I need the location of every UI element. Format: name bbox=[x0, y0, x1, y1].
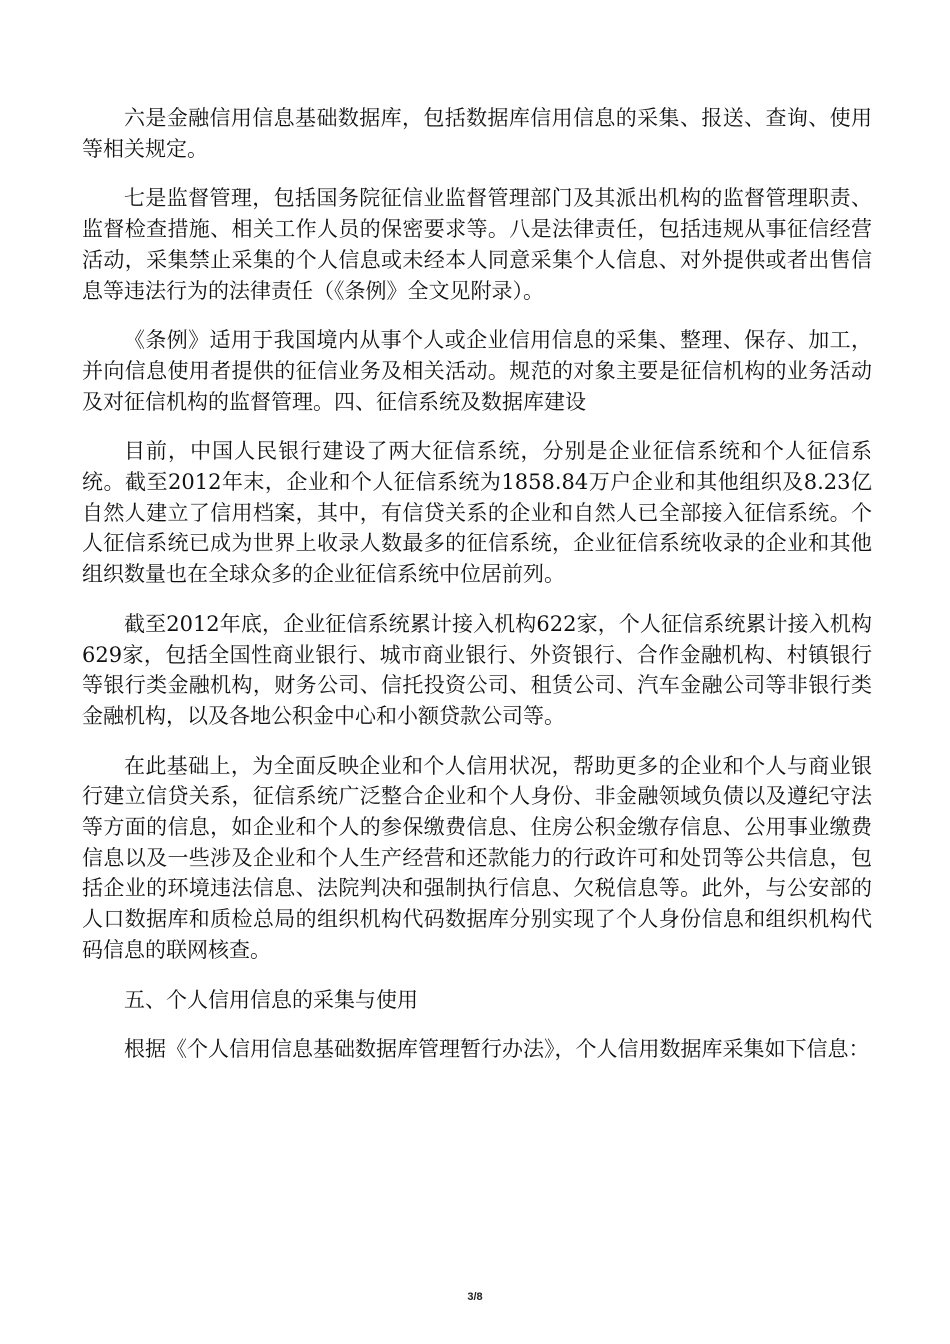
paragraph-supervision-liability: 七是监督管理，包括国务院征信业监督管理部门及其派出机构的监督管理职责、监督检查措施、相关工作人员的保密要求等。八是法律责任，包括违规从事征信经营活动，采集禁止采集的个人信息或未经本人同意采集个人信息、对外提供或者出售信息等违法行为的法律责任（《条例》全文见附录）。 bbox=[82, 186, 872, 303]
document-body bbox=[82, 103, 872, 1084]
page-number: 3/8 bbox=[467, 1291, 483, 1303]
paragraph-credit-systems: 目前，中国人民银行建设了两大征信系统，分别是企业征信系统和个人征信系统。截至2012年末，企业和个人征信系统为1858.84万户企业和其他组织及8.23亿自然人建立了信用档案，其中，有信贷关系的企业和自然人已全部接入征信系统。个人征信系统已成为世界上收录人数最多的征信系统，企业征信系统收录的企业和其他组织数量也在全球众多的企业征信系统中位居前列。 bbox=[82, 439, 872, 587]
paragraph-connected-institutions: 截至2012年底，企业征信系统累计接入机构622家，个人征信系统累计接入机构629家，包括全国性商业银行、城市商业银行、外资银行、合作金融机构、村镇银行等银行类金融机构，财务公司、信托投资公司、租赁公司、汽车金融公司等非银行类金融机构，以及各地公积金中心和小额贷款公司等。 bbox=[82, 611, 872, 728]
section-heading-personal-credit: 五、个人信用信息的采集与使用 bbox=[124, 987, 418, 1012]
paragraph-regulation-scope: 《条例》适用于我国境内从事个人或企业信用信息的采集、整理、保存、加工，并向信息使用者提供的征信业务及相关活动。规范的对象主要是征信机构的业务活动及对征信机构的监督管理。四、征信系统及数据库建设 bbox=[82, 328, 872, 414]
paragraph-information-integration: 在此基础上，为全面反映企业和个人信用状况，帮助更多的企业和个人与商业银行建立信贷关系，征信系统广泛整合企业和个人身份、非金融领域负债以及遵纪守法等方面的信息，如企业和个人的参保缴费信息、住房公积金缴存信息、公用事业缴费信息以及一些涉及企业和个人生产经营和还款能力的行政许可和处罚等公共信息，包括企业的环境违法信息、法院判决和强制执行信息、欠税信息等。此外，与公安部的人口数据库和质检总局的组织机构代码数据库分别实现了个人身份信息和组织机构代码信息的联网核查。 bbox=[82, 753, 872, 962]
paragraph-financial-database: 六是金融信用信息基础数据库，包括数据库信用信息的采集、报送、查询、使用等相关规定。 bbox=[82, 106, 872, 161]
paragraph-collection-basis: 根据《个人信用信息基础数据库管理暂行办法》，个人信用数据库采集如下信息： bbox=[124, 1037, 870, 1062]
